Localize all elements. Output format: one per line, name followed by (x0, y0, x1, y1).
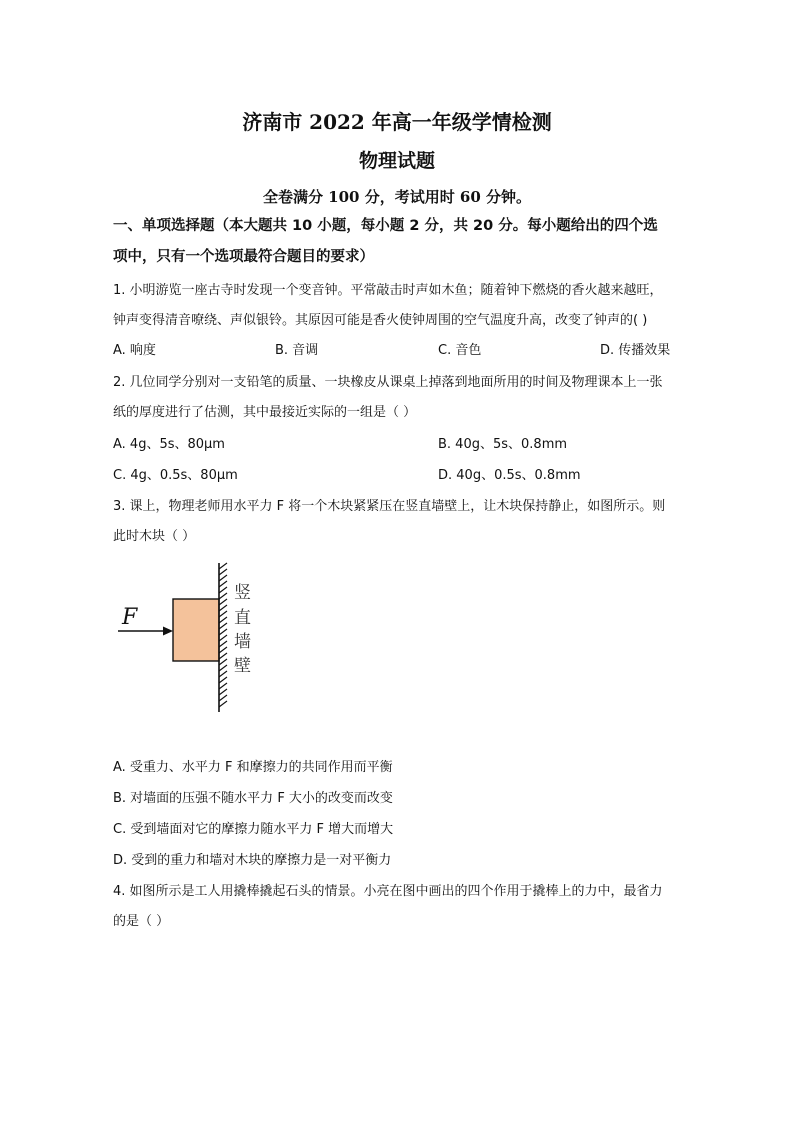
hatch-line (219, 665, 227, 671)
page-title: 济南市 2022 年高一年级学情检测 (242, 110, 552, 134)
hatch-line (219, 671, 227, 677)
wall-label-char-4: 壁 (234, 656, 251, 676)
question-2-option-c: C. 4g、0.5s、80μm (113, 468, 238, 483)
question-1-line-1: 1. 小明游览一座古寺时发现一个变音钟。平常敲击时声如木鱼；随着钟下燃烧的香火越来越旺， (113, 283, 663, 298)
hatch-line (219, 689, 227, 695)
question-3-line-2: 此时木块（ ） (113, 529, 196, 544)
question-1-option-a: A. 响度 (113, 343, 156, 358)
hatch-line (219, 587, 227, 593)
question-3-line-1: 3. 课上，物理老师用水平力 F 将一个木块紧紧压在竖直墙壁上，让木块保持静止，如图所示。则 (113, 499, 666, 514)
hatch-line (219, 641, 227, 647)
wooden-block (173, 599, 219, 661)
section-heading-line-2: 项中，只有一个选项最符合题目的要求） (113, 249, 374, 265)
question-1-option-c: C. 音色 (438, 343, 482, 358)
hatch-line (219, 683, 227, 689)
hatch-line (219, 659, 227, 665)
wall-label-char-3: 墙 (234, 632, 251, 652)
hatch-line (219, 635, 227, 641)
hatch-line (219, 677, 227, 683)
question-1-option-d: D. 传播效果 (600, 343, 671, 358)
hatch-line (219, 617, 227, 623)
question-2-option-d: D. 40g、0.5s、0.8mm (438, 468, 581, 483)
section-heading-line-1: 一、单项选择题（本大题共 10 小题，每小题 2 分，共 20 分。每小题给出的四个选 (113, 218, 658, 234)
wall-hatching (219, 563, 227, 707)
hatch-line (219, 623, 227, 629)
hatch-line (219, 593, 227, 599)
question-1-option-b: B. 音调 (275, 343, 319, 358)
exam-note: 全卷满分 100 分，考试用时 60 分钟。 (262, 188, 532, 206)
hatch-line (219, 629, 227, 635)
wall-label-char-1: 竖 (234, 583, 251, 603)
hatch-line (219, 647, 227, 653)
question-2-option-a: A. 4g、5s、80μm (113, 437, 225, 452)
force-arrow-head (163, 627, 173, 636)
question-3-option-b: B. 对墙面的压强不随水平力 F 大小的改变而改变 (113, 791, 393, 806)
hatch-line (219, 575, 227, 581)
question-2-option-b: B. 40g、5s、0.8mm (438, 437, 568, 452)
question-4-line-2: 的是（ ） (113, 914, 170, 929)
force-label: F (122, 605, 138, 630)
subject-title: 物理试题 (358, 150, 435, 172)
question-3-option-c: C. 受到墙面对它的摩擦力随水平力 F 增大而增大 (113, 822, 394, 837)
hatch-line (219, 695, 227, 701)
question-1-line-2: 钟声变得清音嘹绕、声似银铃。其原因可能是香火使钟周围的空气温度升高，改变了钟声的( ) (113, 313, 648, 328)
hatch-line (219, 605, 227, 611)
question-2-line-1: 2. 几位同学分别对一支铅笔的质量、一块橡皮从课桌上掉落到地面所用的时间及物理课本上一张 (113, 375, 663, 390)
block-wall-figure (110, 558, 280, 718)
question-4-line-1: 4. 如图所示是工人用撬棒撬起石头的情景。小亮在图中画出的四个作用于撬棒上的力中，最省力 (113, 884, 663, 899)
hatch-line (219, 611, 227, 617)
hatch-line (219, 599, 227, 605)
question-3-option-a: A. 受重力、水平力 F 和摩擦力的共同作用而平衡 (113, 760, 393, 775)
wall-label-char-2: 直 (234, 608, 251, 628)
hatch-line (219, 569, 227, 575)
question-3-option-d: D. 受到的重力和墙对木块的摩擦力是一对平衡力 (113, 853, 392, 868)
hatch-line (219, 653, 227, 659)
hatch-line (219, 581, 227, 587)
hatch-line (219, 701, 227, 707)
hatch-line (219, 563, 227, 569)
question-2-line-2: 纸的厚度进行了估测，其中最接近实际的一组是（ ） (113, 405, 417, 420)
